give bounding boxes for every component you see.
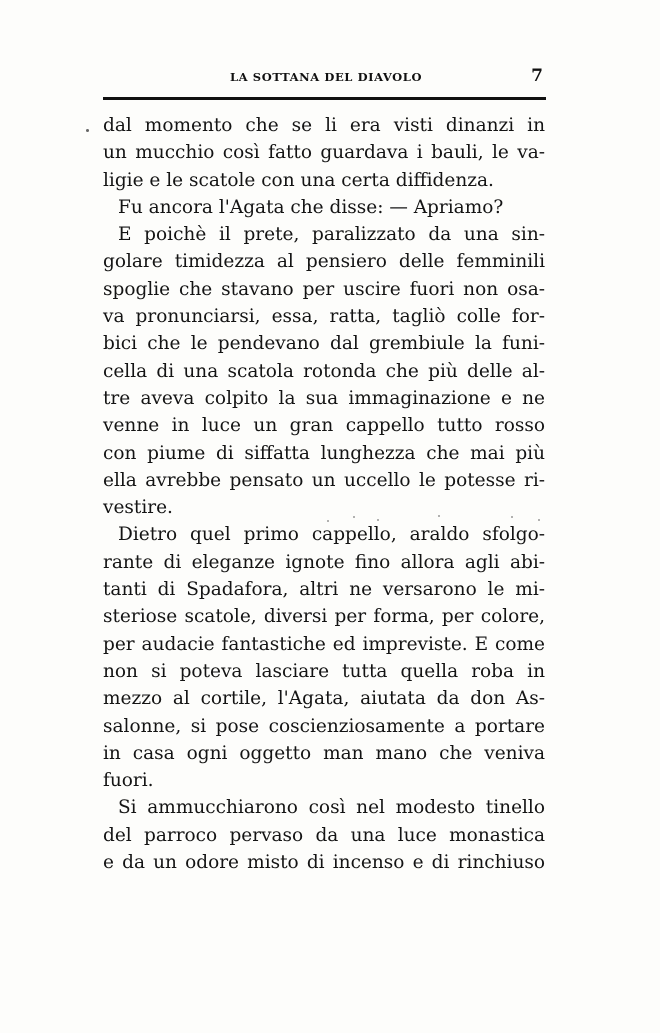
text-line: fuori. xyxy=(103,770,154,792)
text-line: in casa ogni oggetto man mano che veniva xyxy=(103,742,545,764)
text-line: rante di eleganze ignote fino allora agli abi- xyxy=(103,551,545,573)
margin-mark xyxy=(86,129,89,132)
text-line: e da un odore misto di incenso e di rinchiuso xyxy=(103,852,545,874)
text-line: Si ammucchiarono così nel modesto tinello xyxy=(118,797,545,819)
text-line: venne in luce un gran cappello tutto rosso xyxy=(103,415,545,437)
print-speck xyxy=(377,519,379,521)
text-line: vestire. xyxy=(103,497,173,519)
text-line: non si poteva lasciare tutta quella roba in xyxy=(103,660,545,682)
text-line: mezzo al cortile, l'Agata, aiutata da don As- xyxy=(103,688,545,710)
text-line: Fu ancora l'Agata che disse: — Apriamo? xyxy=(118,196,504,218)
text-line: Dietro quel primo cappello, araldo sfolgo- xyxy=(118,524,545,546)
print-speck xyxy=(353,516,355,518)
print-speck xyxy=(538,519,540,521)
print-speck xyxy=(327,520,329,522)
text-line: tre aveva colpito la sua immaginazione e ne xyxy=(103,387,545,409)
running-title: LA SOTTANA DEL DIAVOLO xyxy=(230,70,423,84)
print-speck xyxy=(438,515,440,517)
running-head xyxy=(103,66,545,88)
text-line: del parroco pervaso da una luce monastica xyxy=(103,824,545,846)
text-line: va pronunciarsi, essa, ratta, tagliò colle for- xyxy=(103,306,545,328)
body-text xyxy=(103,112,545,876)
page-number: 7 xyxy=(531,66,543,86)
text-line: tanti di Spadafora, altri ne versarono le mi- xyxy=(103,579,545,601)
text-line: E poichè il prete, paralizzato da una sin- xyxy=(118,224,545,246)
text-line: golare timidezza al pensiero delle femminili xyxy=(103,251,545,273)
text-line: un mucchio così fatto guardava i bauli, le va- xyxy=(103,142,545,164)
text-line: spoglie che stavano per uscire fuori non osa- xyxy=(103,278,545,300)
text-line: per audacie fantastiche ed impreviste. E come xyxy=(103,633,545,655)
text-line: salonne, si pose coscienziosamente a portare xyxy=(103,715,545,737)
header-rule xyxy=(103,97,546,100)
text-line: ella avrebbe pensato un uccello le potesse ri- xyxy=(103,469,545,491)
text-line: con piume di siffatta lunghezza che mai più xyxy=(103,442,545,464)
text-line: dal momento che se li era visti dinanzi in xyxy=(103,115,545,136)
text-line: steriose scatole, diversi per forma, per colore, xyxy=(103,606,545,628)
text-line: cella di una scatola rotonda che più delle al- xyxy=(103,360,545,382)
print-speck xyxy=(511,516,513,518)
text-line: bici che le pendevano dal grembiule la funi- xyxy=(103,333,545,355)
text-line: ligie e le scatole con una certa diffidenza. xyxy=(103,169,494,191)
